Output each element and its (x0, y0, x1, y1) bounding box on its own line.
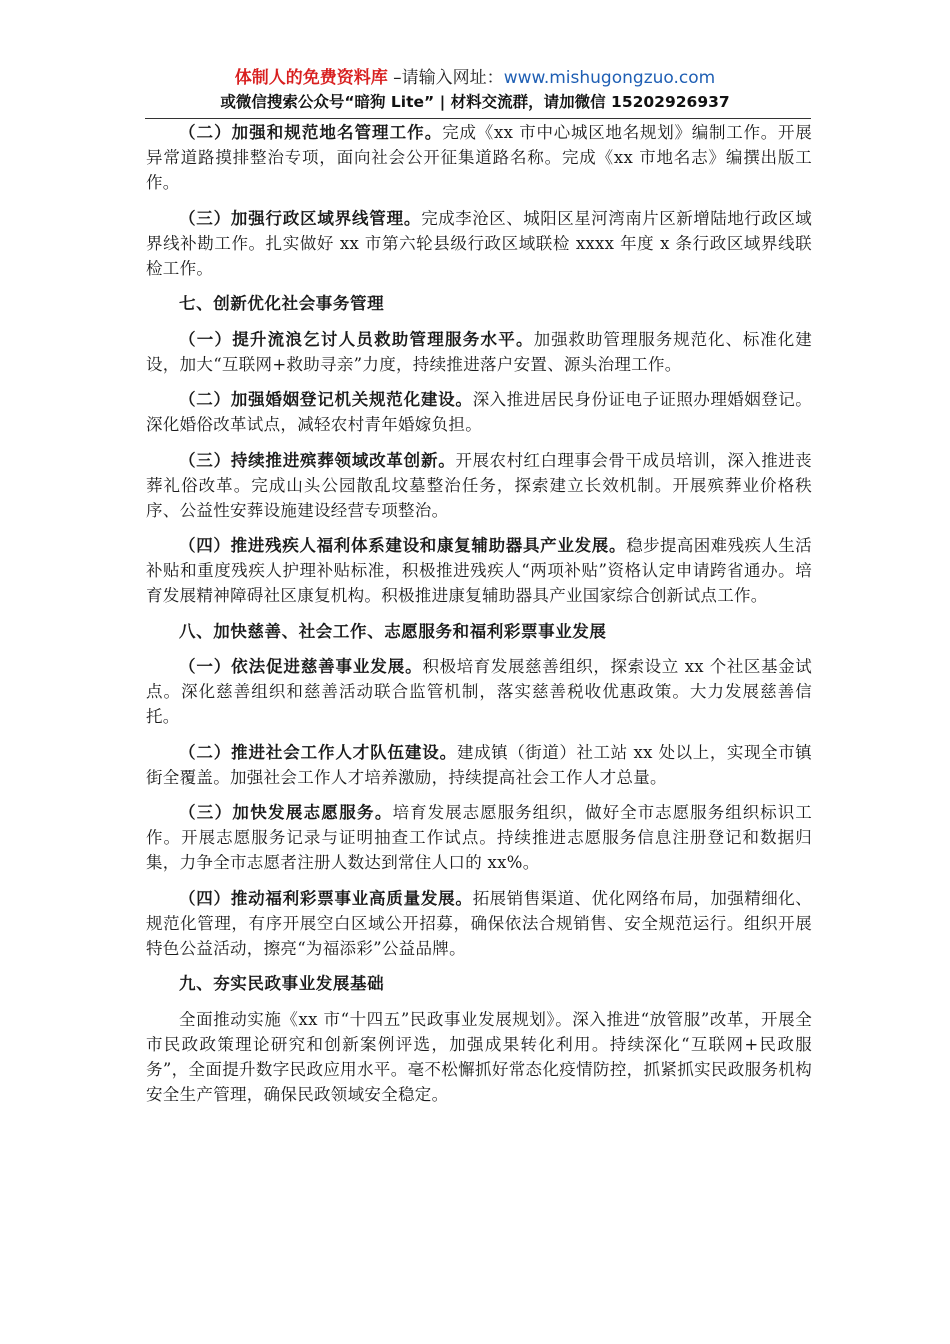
paragraph-lead: （三）加强行政区域界线管理。 (179, 208, 422, 228)
paragraph (146, 654, 812, 729)
paragraph-text: 完成《xx 市中心城区地名规划》编制工作。开展异常道路摸排整治专项，面向社会公开征集道路名称。完成《xx 市地名志》编撰出版工作。 (146, 123, 812, 192)
paragraph-lead: （二）推进社会工作人才队伍建设。 (179, 742, 457, 762)
paragraph-text: 拓展销售渠道、优化网络布局，加强精细化、规范化管理，有序开展空白区域公开招募，确保依法合规销售、安全规范运行。组织开展特色公益活动，擦亮“为福添彩”公益品牌。 (146, 888, 813, 958)
paragraph-text: 加强救助管理服务规范化、标准化建设，加大“互联网+救助寻亲”力度，持续推进落户安置、源头治理工作。 (146, 329, 812, 374)
paragraph (146, 387, 812, 437)
paragraph (146, 448, 812, 523)
section-heading: 七、创新优化社会事务管理 (179, 294, 385, 313)
paragraph (146, 886, 812, 961)
section-heading: 八、加快慈善、社会工作、志愿服务和福利彩票事业发展 (179, 621, 607, 641)
paragraph (146, 120, 812, 195)
paragraph-lead: （二）加强婚姻登记机关规范化建设。 (179, 390, 473, 409)
header-prompt: –请输入网址： (387, 68, 504, 88)
paragraph (146, 206, 812, 281)
paragraph (146, 800, 812, 875)
paragraph-lead: （一）提升流浪乞讨人员救助管理服务水平。 (179, 329, 534, 349)
paragraph-text: 开展农村红白理事会骨干成员培训，深入推进丧葬礼俗改革。完成山头公园散乱坟墓整治任务，探索建立长效机制。开展殡葬业价格秩序、公益性安葬设施建设经营专项整治。 (146, 450, 812, 520)
page-header (0, 66, 950, 114)
paragraph-text: 深入推进居民身份证电子证照办理婚姻登记。深化婚俗改革试点，减轻农村青年婚嫁负担。 (146, 390, 813, 434)
paragraph-text: 全面推动实施《xx 市“十四五”民政事业发展规划》。深入推进“放管服”改革，开展全市民政政策理论研究和创新案例评选，加强成果转化利用。持续深化“互联网+民政服务”，全面提升数字民政应用水平。毫不松懈抓好常态化疫情防控，抓紧抓实民政服务机构安全生产管理，确保民政领域安全稳定。 (146, 1009, 812, 1104)
paragraph-lead: （一）依法促进慈善事业发展。 (179, 657, 423, 676)
paragraph-text: 建成镇（街道）社工站 xx 处以上，实现全市镇街全覆盖。加强社会工作人才培养激励，持续提高社会工作人才总量。 (146, 742, 812, 787)
paragraph (146, 1007, 812, 1107)
section-heading: 九、夯实民政事业发展基础 (179, 974, 385, 993)
header-brand: 体制人的免费资料库 (234, 68, 388, 88)
paragraph-lead: （三）加快发展志愿服务。 (179, 803, 393, 822)
paragraph (146, 740, 812, 790)
paragraph-text: 积极培育发展慈善组织，探索设立 xx 个社区基金试点。深化慈善组织和慈善活动联合监管机制，落实慈善税收优惠政策。大力发展慈善信托。 (146, 657, 812, 726)
paragraph-lead: （四）推动福利彩票事业高质量发展。 (179, 888, 473, 908)
header-url-link[interactable]: www.mishugongzuo.com (503, 68, 716, 88)
paragraph-lead: （四）推进残疾人福利体系建设和康复辅助器具产业发展。 (179, 536, 627, 555)
paragraph-text: 培育发展志愿服务组织，做好全市志愿服务组织标识工作。开展志愿服务记录与证明抽查工作试点。持续推进志愿服务信息注册登记和数据归集，力争全市志愿者注册人数达到常住人口的 xx%。 (146, 803, 813, 872)
paragraph (146, 533, 812, 608)
header-line-1 (0, 66, 950, 90)
paragraph-lead: （二）加强和规范地名管理工作。 (179, 123, 443, 142)
header-divider (145, 118, 811, 119)
paragraph-text: 完成李沧区、城阳区星河湾南片区新增陆地行政区域界线补勘工作。扎实做好 xx 市第六轮县级行政区域联检 xxxx 年度 x 条行政区域界线联检工作。 (146, 208, 812, 278)
paragraph (146, 327, 812, 377)
paragraph-lead: （三）持续推进殡葬领域改革创新。 (179, 450, 456, 470)
paragraph-text: 稳步提高困难残疾人生活补贴和重度残疾人护理补贴标准，积极推进残疾人“两项补贴”资格认定申请跨省通办。培育发展精神障碍社区康复机构。积极推进康复辅助器具产业国家综合创新试点工作。 (146, 536, 812, 605)
header-line-2: 或微信搜索公众号“暗狗 Lite” | 材料交流群，请加微信 15202926937 (220, 93, 730, 111)
document-body (146, 120, 812, 1117)
